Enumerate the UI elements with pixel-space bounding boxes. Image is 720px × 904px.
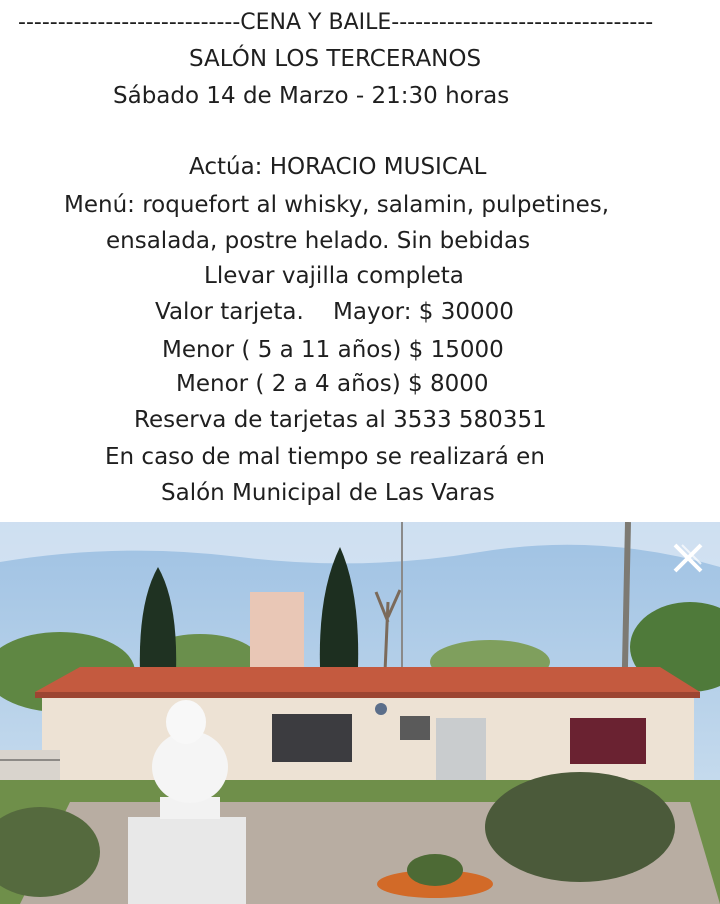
venue-photo	[0, 522, 720, 904]
roof	[35, 667, 700, 692]
bush	[485, 772, 675, 882]
event-date: Sábado 14 de Marzo - 21:30 horas	[113, 83, 510, 109]
price-child-2-4: Menor ( 2 a 4 años) $ 8000	[176, 371, 489, 397]
window	[272, 714, 352, 762]
close-icon[interactable]	[670, 540, 706, 576]
chimney	[250, 592, 304, 672]
dishes-note: Llevar vajilla completa	[204, 263, 464, 289]
price-child-5-11: Menor ( 5 a 11 años) $ 15000	[162, 337, 504, 363]
statue-pedestal	[128, 817, 246, 904]
performer: Actúa: HORACIO MUSICAL	[189, 154, 487, 180]
bad-weather-line-2: Salón Municipal de Las Varas	[161, 480, 495, 506]
menu-line-1: Menú: roquefort al whisky, salamin, pulpetines,	[64, 192, 610, 218]
bad-weather-line-1: En caso de mal tiempo se realizará en	[105, 444, 545, 470]
venue-photo-illustration	[0, 522, 720, 904]
window-red	[570, 718, 646, 764]
header-line: ----------------------------CENA Y BAILE---------------------------------	[18, 10, 654, 35]
venue-title: SALÓN LOS TERCERANOS	[189, 46, 482, 72]
menu-line-2: ensalada, postre helado. Sin bebidas	[106, 228, 531, 254]
price-adult: Valor tarjeta. Mayor: $ 30000	[155, 299, 514, 325]
reservations: Reserva de tarjetas al 3533 580351	[134, 407, 547, 433]
